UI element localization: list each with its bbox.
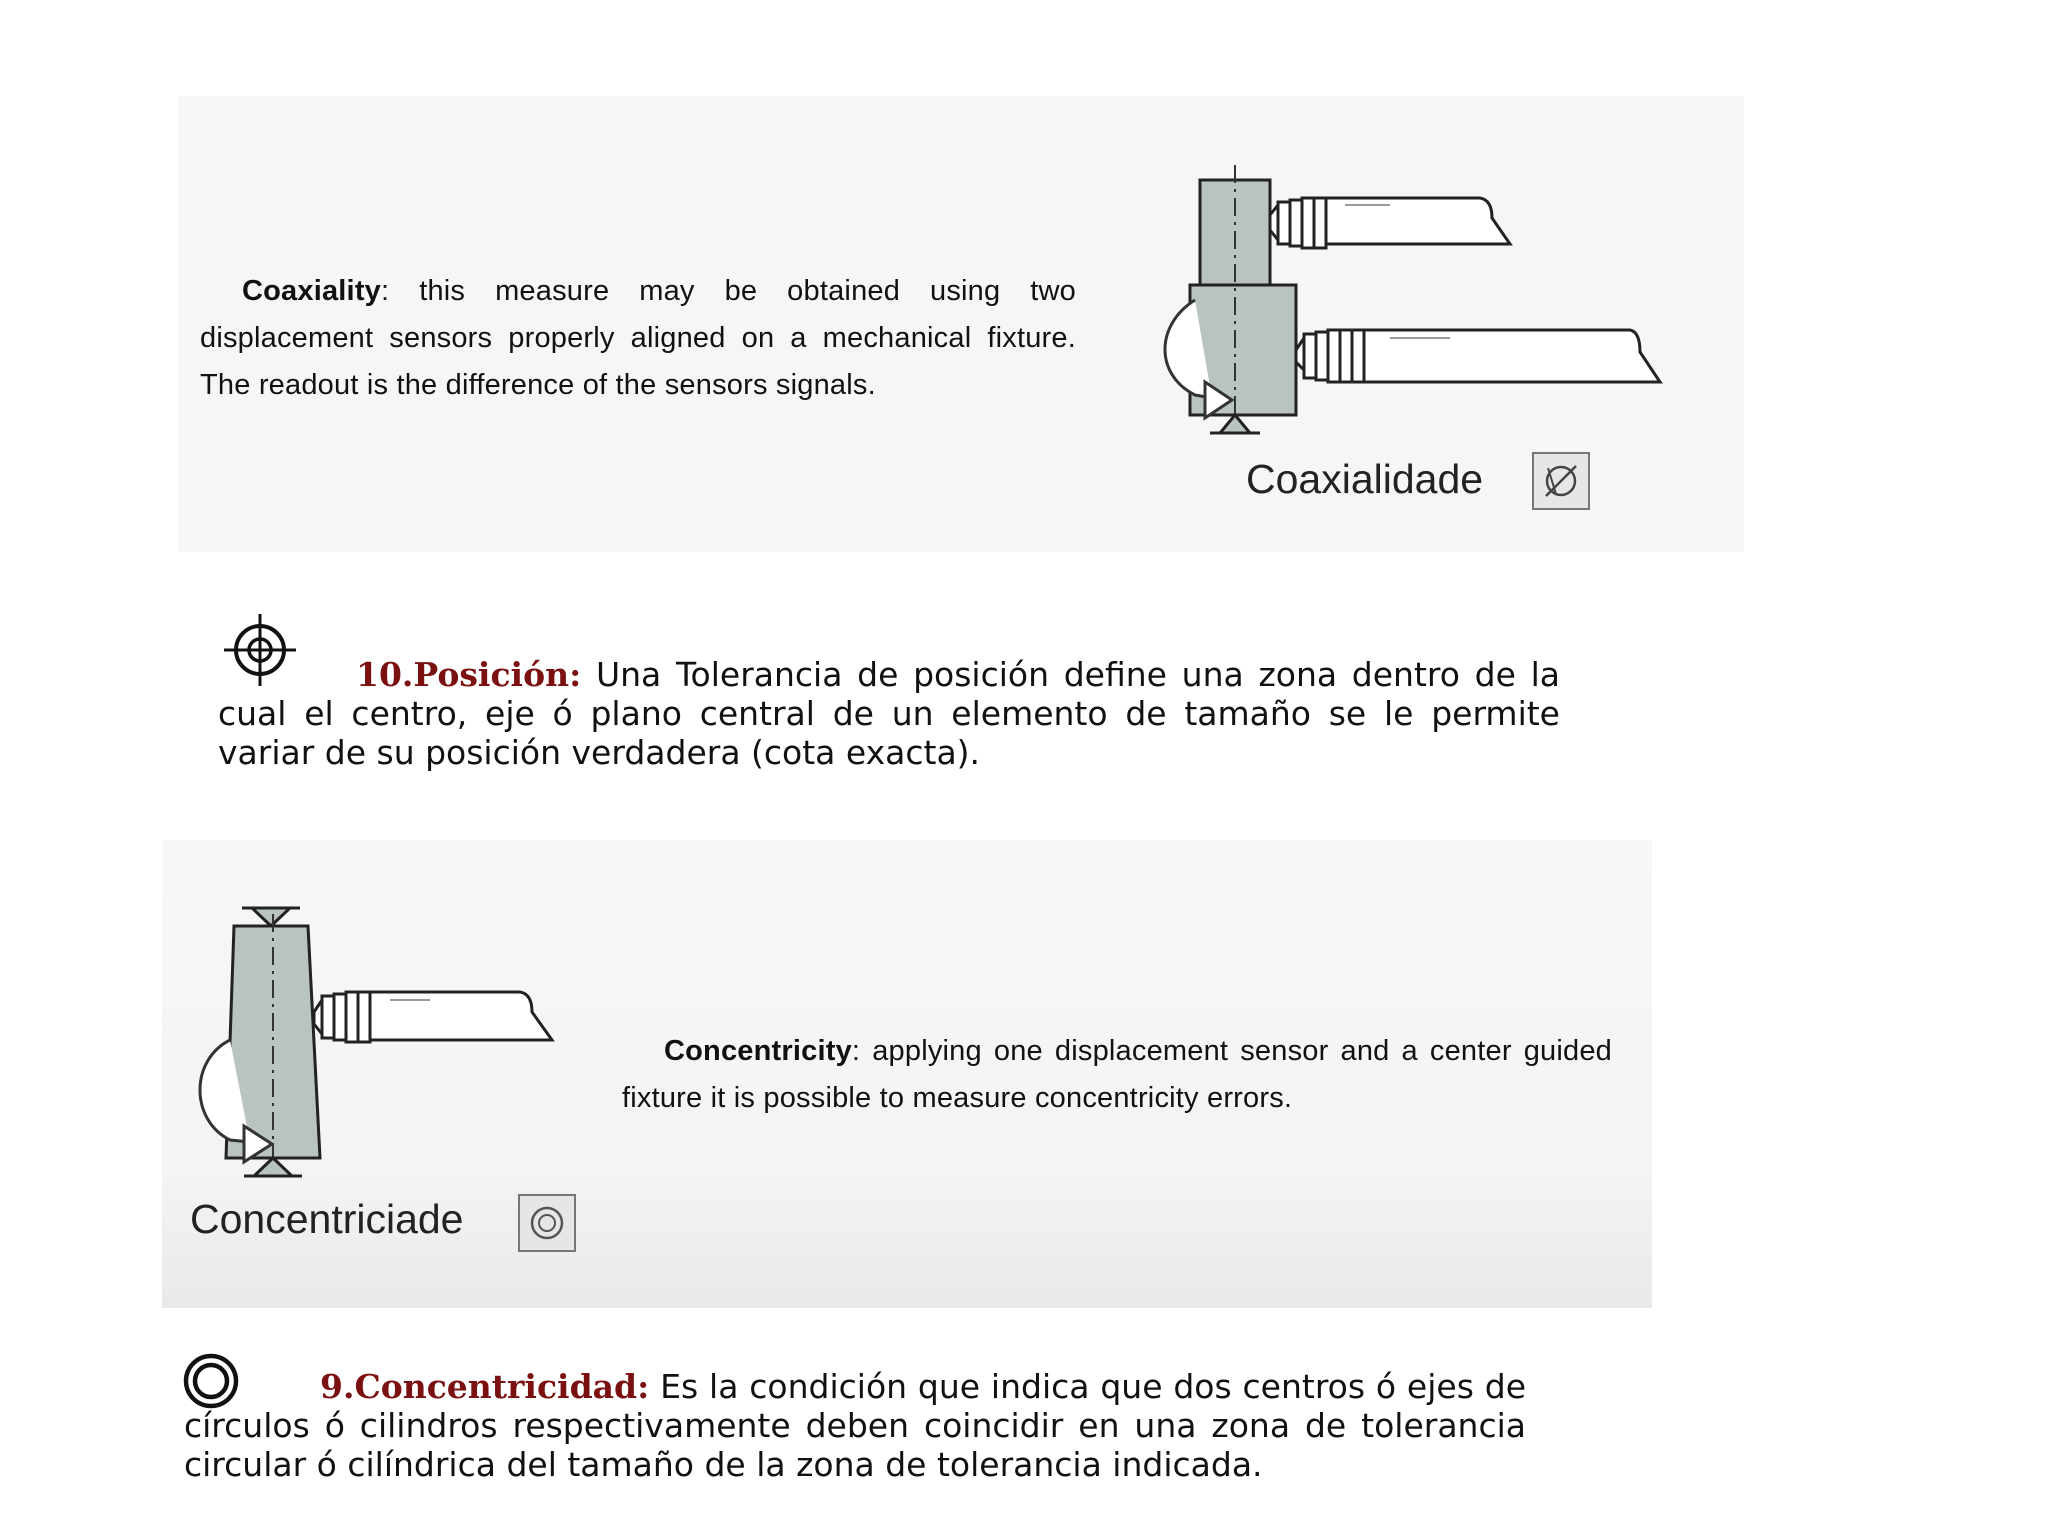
- coaxiality-symbol-icon: [1534, 454, 1588, 508]
- coaxiality-diagram: [1150, 160, 1680, 450]
- coaxiality-term: Coaxiality: [242, 275, 381, 307]
- concentricidad-heading: 9.Concentricidad:: [320, 1367, 650, 1406]
- concentricity-term: Concentricity: [664, 1035, 852, 1067]
- concentricity-symbol-box: [518, 1194, 576, 1252]
- concentricity-caption: Concentriciade: [190, 1196, 464, 1242]
- concentricidad-paragraph: [184, 1367, 1526, 1484]
- concentricity-paragraph: [622, 1028, 1612, 1122]
- concentricity-symbol-icon: [520, 1196, 574, 1250]
- concentricidad-body: Es la condición que indica que dos centros ó ejes de círculos ó cilindros respectivamente deben coincidir en una zona de tolerancia circular ó cilíndrica del tamaño de la zona de tolerancia indicada.: [184, 1367, 1526, 1484]
- coaxiality-symbol-box: [1532, 452, 1590, 510]
- concentricity-diagram: [190, 900, 570, 1185]
- position-heading: 10.Posición:: [356, 655, 582, 694]
- position-body: Una Tolerancia de posición define una zona dentro de la cual el centro, eje ó plano central de un elemento de tamaño se le permite variar de su posición verdadera (cota exacta).: [218, 655, 1560, 772]
- coaxiality-caption: Coaxialidade: [1246, 456, 1484, 502]
- coaxiality-description: : this measure may be obtained using two displacement sensors properly aligned on a mechanical fixture. The readout is the difference of the sensors signals.: [200, 275, 1076, 401]
- coaxiality-paragraph: [200, 268, 1076, 409]
- concentricity-description: : applying one displacement sensor and a center guided fixture it is possible to measure concentricity errors.: [622, 1035, 1612, 1114]
- position-paragraph: [218, 655, 1560, 772]
